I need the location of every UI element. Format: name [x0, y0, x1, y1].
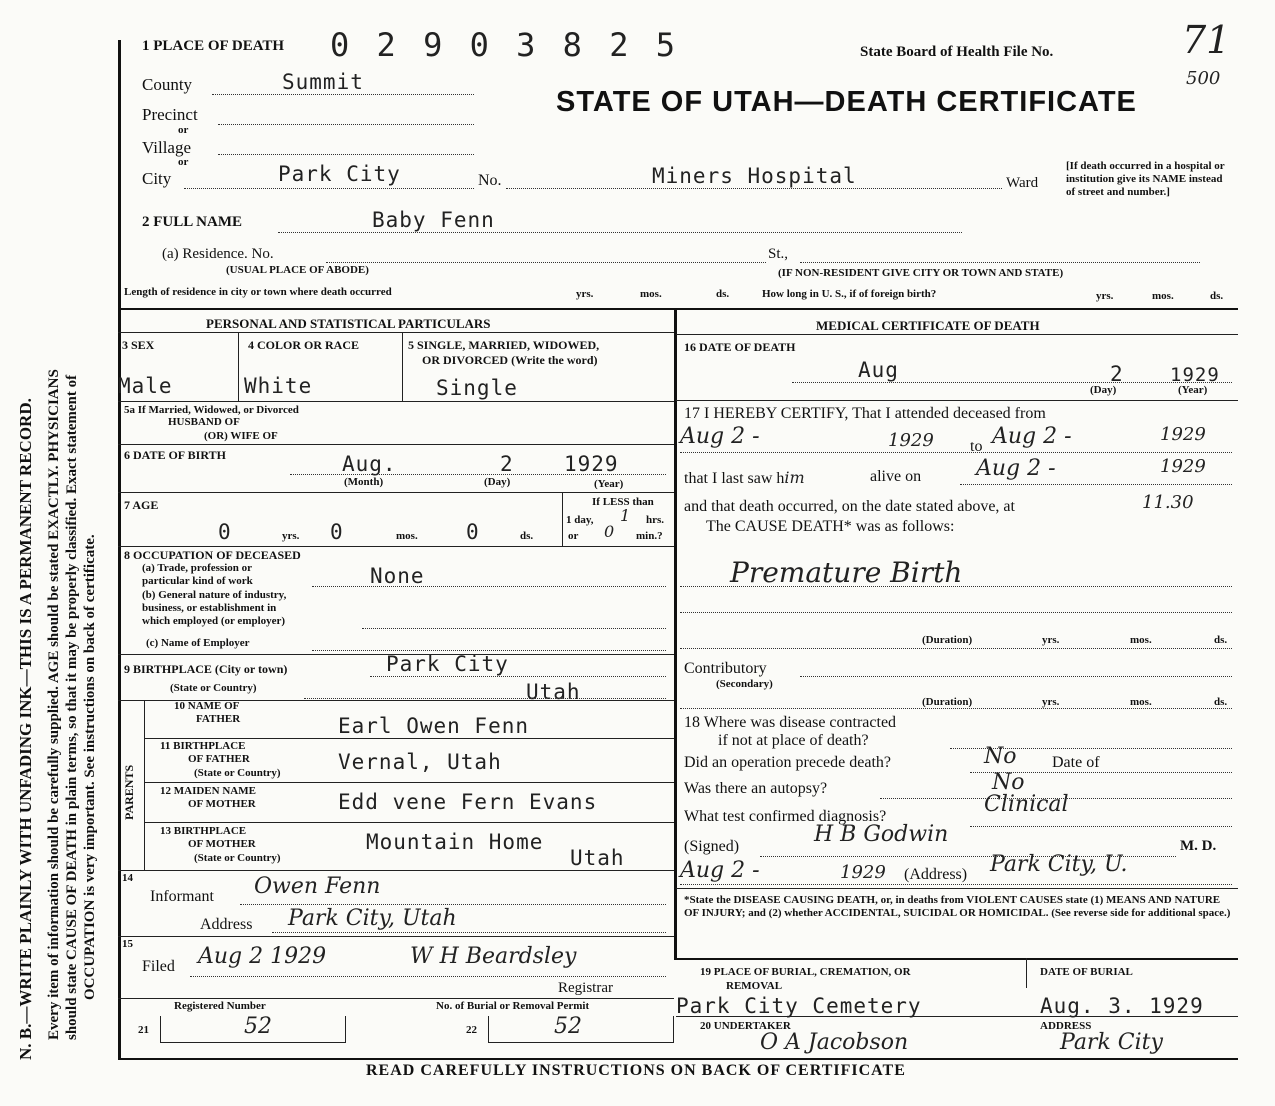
informant-label: Informant [150, 888, 214, 905]
center-divider [674, 310, 677, 960]
mother-birthplace-label: 13 BIRTHPLACE [160, 825, 247, 837]
last-saw-label: that I last saw him [684, 468, 805, 487]
undertaker-address-label: ADDRESS [1040, 1020, 1092, 1032]
certificate-title: STATE OF UTAH—DEATH CERTIFICATE [556, 86, 1137, 118]
death-time-label: and that death occurred, on the date stated above, at [684, 498, 1015, 515]
corner-no: 500 [1186, 68, 1221, 89]
parents-label: PARENTS [122, 764, 136, 820]
residence-label: (a) Residence. No. [162, 246, 274, 262]
place-of-death-label: 1 PLACE OF DEATH [142, 38, 285, 54]
q18-label: 18 Where was disease contracted [684, 714, 897, 731]
father-birthplace: Vernal, Utah [338, 750, 502, 774]
age-mos: 0 [330, 520, 344, 544]
operation-value: No [984, 744, 1017, 769]
burial-place-label: 19 PLACE OF BURIAL, CREMATION, OR [700, 966, 911, 978]
from-date: Aug 2 - [680, 424, 760, 449]
burial-date-label: DATE OF BURIAL [1040, 966, 1133, 978]
ward-note: [If death occurred in a hospital or institution give its NAME instead of street and number.] [1066, 160, 1225, 198]
city-label: City [142, 169, 172, 188]
occupation-value: None [370, 564, 425, 588]
less-hrs: 1 [620, 506, 631, 525]
burial-date: Aug. 3. 1929 [1040, 994, 1204, 1018]
autopsy-value: No [992, 770, 1025, 795]
file-no: 71 [1182, 18, 1231, 62]
cause-note: *State the DISEASE CAUSING DEATH, or, in deaths from VIOLENT CAUSES state (1) MEANS AND NATURE OF INJURY; and (2) whether ACCIDENTAL, SUICIDAL OR HOMICIDAL. (See reverse side for additional space.) [684, 894, 1231, 919]
nonresident-note: (IF NON-RESIDENT GIVE CITY OR TOWN AND STATE) [778, 267, 1064, 279]
county-label: County [142, 75, 193, 94]
diagnosis-label: What test confirmed diagnosis? [684, 808, 887, 825]
sex-label: 3 SEX [122, 338, 155, 352]
county-value: Summit [282, 70, 364, 94]
dod-month: Aug [858, 358, 899, 382]
father-birthplace-label: 11 BIRTHPLACE [160, 740, 246, 752]
margin-note-1: N. B.—WRITE PLAINLY WITH UNFADING INK—THIS IS A PERMANENT RECORD. [16, 398, 35, 1060]
to-year: 1929 [1160, 424, 1206, 445]
less-than-label: If LESS than [592, 496, 654, 508]
medical-section-title: MEDICAL CERTIFICATE OF DEATH [816, 318, 1040, 333]
margin-note-4: OCCUPATION is very important. See instructions on back of certificate. [82, 534, 98, 1000]
death-time: 11.30 [1142, 492, 1194, 513]
age-yrs: 0 [218, 520, 232, 544]
less-min: 0 [604, 522, 615, 541]
birthplace-city: Park City [386, 652, 509, 676]
burial-permit-label: No. of Burial or Removal Permit [436, 1000, 590, 1012]
city-value: Park City [278, 162, 401, 186]
cause-value: Premature Birth [730, 556, 963, 589]
undertaker-label: 20 UNDERTAKER [700, 1020, 791, 1032]
dob-day: 2 [500, 452, 514, 476]
color-value: White [244, 374, 313, 398]
filed-date: Aug 2 1929 [198, 944, 327, 969]
sex-value: Male [118, 374, 173, 398]
dod-day: 2 [1110, 362, 1124, 386]
precinct-label: Precinct [142, 105, 198, 124]
length-residence-label: Length of residence in city or town where death occurred [124, 286, 392, 298]
sign-year: 1929 [840, 862, 886, 883]
physician-address-label: (Address) [904, 866, 968, 883]
full-name-value: Baby Fenn [372, 208, 495, 232]
filed-label: Filed [142, 958, 175, 975]
frame-bottom [118, 1058, 1238, 1060]
marital-label: 5 SINGLE, MARRIED, WIDOWED, [408, 338, 600, 352]
marital-value: Single [436, 376, 518, 400]
informant-address-label: Address [200, 916, 253, 933]
burial-permit-number: 52 [554, 1014, 582, 1039]
from-year: 1929 [888, 430, 934, 451]
frame-left [118, 40, 121, 1060]
diagnosis-value: Clinical [984, 792, 1069, 817]
dob-label: 6 DATE OF BIRTH [124, 448, 226, 462]
stamp-number: 0 2 9 0 3 8 2 5 [330, 26, 679, 64]
cause-label: The CAUSE DEATH* was as follows: [706, 518, 955, 535]
mother-name: Edd vene Fern Evans [338, 790, 598, 814]
dob-year: 1929 [564, 452, 619, 476]
alive-year: 1929 [1160, 456, 1206, 477]
personal-section-title: PERSONAL AND STATISTICAL PARTICULARS [206, 316, 491, 331]
footer-instructions: READ CAREFULLY INSTRUCTIONS ON BACK OF CERTIFICATE [366, 1062, 906, 1079]
certify-label: 17 I HEREBY CERTIFY, That I attended deceased from [684, 405, 1046, 422]
age-label: 7 AGE [124, 498, 159, 512]
file-label: State Board of Health File No. [860, 44, 1054, 60]
dod-year: 1929 [1170, 364, 1220, 386]
undertaker-signature: O A Jacobson [760, 1030, 909, 1055]
usual-abode: (USUAL PLACE OF ABODE) [226, 264, 369, 276]
registered-number: 52 [244, 1014, 272, 1039]
birthplace-label: 9 BIRTHPLACE (City or town) [124, 662, 288, 676]
dod-label: 16 DATE OF DEATH [684, 340, 796, 354]
father-name: Earl Owen Fenn [338, 714, 530, 738]
birthplace-state: Utah [526, 680, 581, 704]
ward-label: Ward [1006, 175, 1039, 191]
to-date: Aug 2 - [992, 424, 1072, 449]
undertaker-address: Park City [1060, 1030, 1163, 1055]
operation-label: Did an operation precede death? [684, 754, 892, 771]
spouse-label: 5a If Married, Widowed, or Divorced [124, 404, 299, 416]
signed-label: (Signed) [684, 838, 740, 855]
hospital-value: Miners Hospital [652, 164, 857, 188]
registered-number-label: Registered Number [174, 1000, 266, 1012]
color-label: 4 COLOR OR RACE [248, 338, 360, 352]
mother-birthplace-state: Utah [570, 846, 625, 870]
foreign-birth-label: How long in U. S., if of foreign birth? [762, 288, 937, 300]
physician-address: Park City, U. [990, 852, 1128, 877]
burial-place: Park City Cemetery [676, 994, 922, 1018]
occupation-label: 8 OCCUPATION OF DECEASED [124, 548, 301, 562]
no-label: No. [478, 172, 502, 189]
margin-note-2: Every item of information should be carefully supplied. AGE should be stated EXACTLY. PHYSICIANS [46, 369, 62, 1040]
alive-date: Aug 2 - [976, 456, 1056, 481]
filed-signature: W H Beardsley [410, 944, 577, 969]
mother-name-label: 12 MAIDEN NAME [160, 785, 256, 797]
village-label: Village [142, 138, 192, 157]
father-name-label: 10 NAME OF [174, 700, 240, 712]
dob-month: Aug. [342, 452, 397, 476]
registrar-label: Registrar [558, 980, 613, 996]
mother-birthplace: Mountain Home [366, 830, 544, 854]
informant-value: Owen Fenn [254, 874, 381, 899]
autopsy-label: Was there an autopsy? [684, 780, 828, 797]
age-ds: 0 [466, 520, 480, 544]
physician-signature: H B Godwin [814, 822, 949, 847]
informant-address: Park City, Utah [288, 906, 457, 931]
contributory-label: Contributory [684, 660, 767, 677]
sign-date: Aug 2 - [680, 858, 760, 883]
full-name-label: 2 FULL NAME [142, 214, 243, 230]
death-certificate: N. B.—WRITE PLAINLY WITH UNFADING INK—THIS IS A PERMANENT RECORD. Every item of information should be carefully supplied. AGE should be stated EXACTLY. PHYSICIANS should state CAUSE OF DEATH in plain terms, so that it may be properly classified. Exact statement of OCCUPATION is very important. See instructions on back of certificate. 1 PLACE OF DEATH 0 2 9 0 3 8 2 5 State Board of Health File No. 71 500 STATE OF UTAH—DEATH CERTIFICATE County Summit Precinct or Village or City Park City No. Miners Hospital Ward [If death occurred in a hospital or institution give its NAME instead of street and number.] 2 FULL NAME Baby Fenn (a) Residence. No. St., (USUAL PLACE OF ABODE) (IF NON-RESIDENT GIVE CITY OR TOWN AND STATE) Length of residence in city or town where death occurred yrs. mos. ds. How long in U. S., if of foreign birth? yrs. mos. ds. PERSONAL AND STATISTICAL PARTICULARS 3 SEX Male 4 COLOR OR RACE White 5 SINGLE, MARRIED, WIDOWED, OR DIVORCED (Write the word) Single 5a If Married, Widowed, or Divorced HUSBAND OF (OR) WIFE OF 6 DATE OF BIRTH Aug. 2 1929 (Month) (Day) (Year) 7 AGE 0 yrs. 0 mos. 0 ds. If LESS than 1 day, 1 hrs. or 0 min.? 8 OCCUPATION OF DECEASED (a) Trade, profession or particular kind of work None (b) General nature of industry, business, or establishment in which employed (or employer) (c) Name of Employer 9 BIRTHPLACE (City or town) Park City (State or Country) Utah PARENTS 10 NAME OF FATHER Earl Owen Fenn 11 BIRTHPLACE OF FATHER (State or Country) Vernal, Utah 12 MAIDEN NAME OF MOTHER Edd vene Fern Evans 13 BIRTHPLACE OF MOTHER (State or Country) Mountain Home Utah 14 Informant Owen Fenn Address Park City, Utah 15 Filed Aug 2 1929 W H Beardsley Registrar Registered Number 21 52 No. of Burial or Removal Permit 22 52 MEDICAL CERTIFICATE OF DEATH 16 DATE OF DEATH Aug 2 1929 (Day) (Year) 17 I HEREBY CERTIFY, That I attended deceased from Aug 2 - 1929 to Aug 2 - 1929 that I last saw him alive on Aug 2 - 1929 and that death occurred, on the date stated above, at 11.30 The CAUSE DEATH* was as follows: Premature Birth (Duration) yrs. mos. ds. Contributory (Secondary) (Duration) yrs. mos. ds. 18 Where was disease contracted if not at place of death? Did an operation precede death? No Date of Was there an autopsy? No What test confirmed diagnosis? Clinical (Signed) H B Godwin M. D. Aug 2 - 1929 (Address) Park City, U. *State the DISEASE CAUSING DEATH, or, in deaths from VIOLENT CAUSES state (1) MEANS AND NATURE OF INJURY; and (2) whether ACCIDENTAL, SUICIDAL OR HOMICIDAL. (See reverse side for additional space.) 19 PLACE OF BURIAL, CREMATION, OR REMOVAL DATE OF BURIAL Park City Cemetery Aug. 3. 1929 20 UNDERTAKER ADDRESS O A Jacobson Park City READ CAREFULLY INSTRUCTIONS ON BACK OF CERTIFICATE [0, 0, 1275, 1106]
margin-note-3: should state CAUSE OF DEATH in plain terms, so that it may be properly classified. Exact statement of [64, 374, 80, 1040]
